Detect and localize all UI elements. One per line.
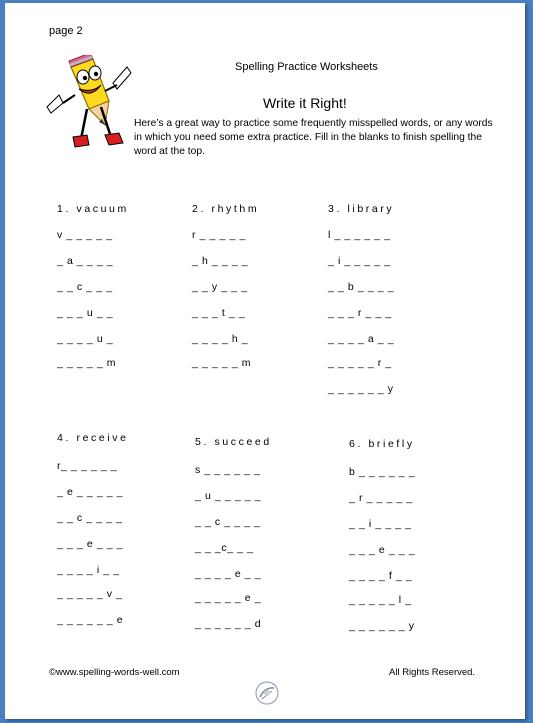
blank-line: _ _ _ _ i _ _ [57,564,120,576]
blank-line: _ _ _ _ _ _ y [349,620,415,632]
pencil-cartoon-icon [45,55,135,185]
blank-line: _ u _ _ _ _ _ [195,490,262,502]
blank-line: _ _ _ _ _ m [57,357,117,369]
footer-rights: All Rights Reserved. [389,667,476,678]
blank-line: _ _ _ _ _ _ d [195,618,262,630]
blank-line: _ _ y _ _ _ [192,281,248,293]
blank-line: _ _ c _ _ _ [57,281,113,293]
word-block-vacuum [57,203,187,373]
blank-line: _ _ _ _ _ _ e [57,614,124,626]
blank-line: _ i _ _ _ _ _ [328,255,391,267]
blank-line: _ h _ _ _ _ [192,255,249,267]
blank-line: _ _ _ e _ _ _ [57,538,124,550]
worksheet-page [5,3,525,719]
word-heading: 2. rhythm [192,203,260,215]
word-heading: 4. receive [57,432,129,444]
blank-line: _ _ _ u _ _ [57,307,114,319]
blank-line: s _ _ _ _ _ _ [195,464,261,476]
word-block-succeed [195,436,325,636]
blank-line: r _ _ _ _ _ [192,229,246,241]
page-number: page 2 [49,25,83,37]
blank-line: b _ _ _ _ _ _ [349,466,416,478]
blank-line: _ _ _c_ _ _ [195,542,254,554]
blank-line: _ a _ _ _ _ [57,255,114,267]
blank-line: _ _ _ _ e _ _ [195,568,262,580]
word-block-rhythm [192,203,322,373]
word-block-briefly [349,438,479,638]
blank-line: _ _ _ _ _ _ y [328,383,394,395]
blank-line: _ _ c _ _ _ _ [195,516,261,528]
blank-line: _ _ _ _ h _ [192,333,249,345]
blank-line: _ _ b _ _ _ _ [328,281,395,293]
blank-line: _ _ _ e _ _ _ [349,544,416,556]
blank-line: _ _ i _ _ _ _ [349,518,412,530]
blank-line: _ _ c _ _ _ _ [57,512,123,524]
blank-line: _ r _ _ _ _ _ [349,492,413,504]
header-title: Spelling Practice Worksheets [235,61,378,73]
blank-line: _ _ _ _ _ r _ [328,357,392,369]
worksheet-title: Write it Right! [263,95,347,111]
word-block-receive [57,432,187,632]
footer-copyright: ©www.spelling-words-well.com [49,667,180,678]
word-heading: 6. briefly [349,438,415,450]
blank-line: r_ _ _ _ _ _ [57,460,118,472]
blank-line: _ _ _ r _ _ _ [328,307,392,319]
blank-line: _ _ _ t _ _ [192,307,246,319]
word-block-library [328,203,458,403]
blank-line: _ _ _ _ _ v _ [57,588,123,600]
blank-line: _ e _ _ _ _ _ [57,486,124,498]
blank-line: _ _ _ _ _ e _ [195,592,262,604]
blank-line: _ _ _ _ f _ _ [349,570,413,582]
word-heading: 5. succeed [195,436,272,448]
word-heading: 1. vacuum [57,203,129,215]
blank-line: _ _ _ _ u _ [57,333,114,345]
site-logo-icon [253,679,281,707]
intro-paragraph: Here’s a great way to practice some frequently misspelled words, or any words in which you need some extra practice. Fill in the blanks to finish spelling the word at the top. [134,118,493,157]
blank-line: _ _ _ _ a _ _ [328,333,395,345]
blank-line: v _ _ _ _ _ [57,229,113,241]
blank-line: _ _ _ _ _ m [192,357,252,369]
blank-line: l _ _ _ _ _ _ [328,229,391,241]
blank-line: _ _ _ _ _ l _ [349,594,412,606]
word-heading: 3. library [328,203,395,215]
